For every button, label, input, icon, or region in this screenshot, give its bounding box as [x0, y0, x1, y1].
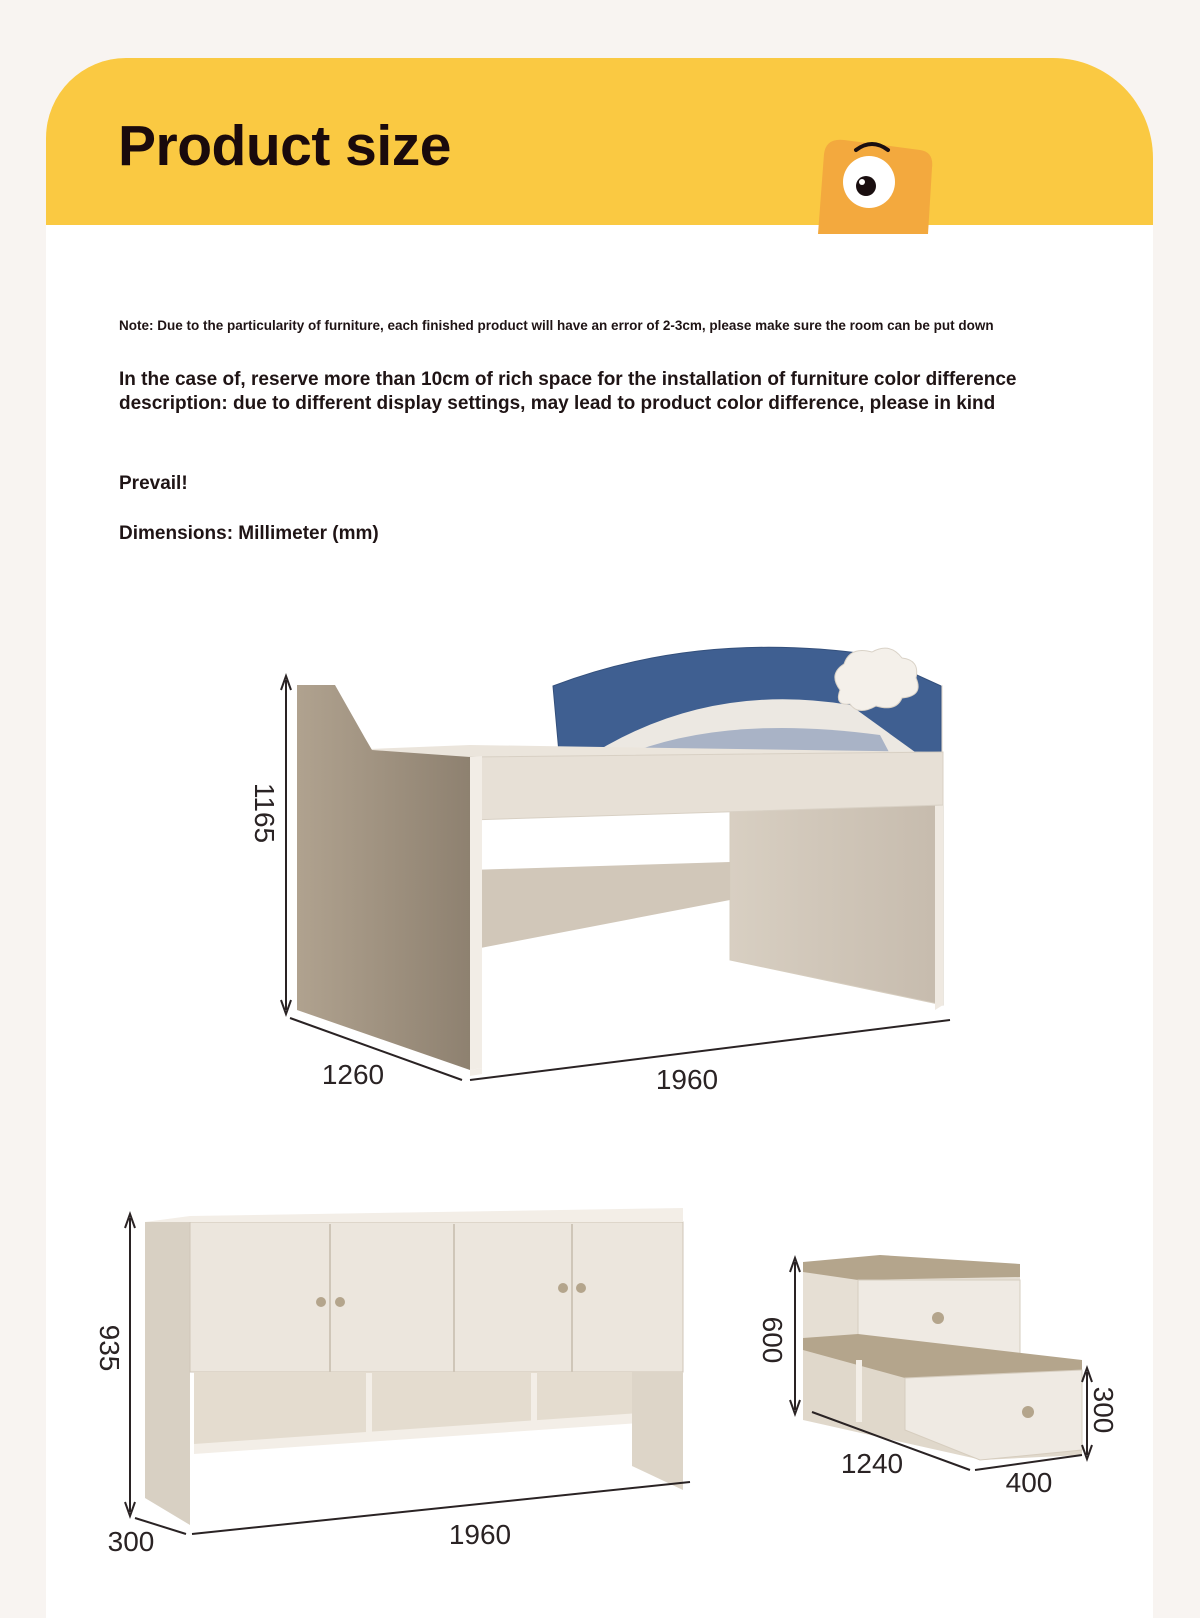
steps-step-height-label: 300: [1088, 1386, 1119, 1434]
step-cabinet: [803, 1255, 1082, 1460]
bed-width-label: 1960: [655, 1064, 719, 1095]
loft-bed: [297, 647, 943, 1076]
dimensions-unit-text: Dimensions: Millimeter (mm): [119, 523, 379, 544]
wall-cabinet: [145, 1208, 683, 1525]
steps-length-label: 1240: [840, 1448, 904, 1479]
page-title: Product size: [118, 114, 451, 178]
cabinet-depth-label: 300: [107, 1526, 155, 1557]
color-difference-text: In the case of, reserve more than 10cm of rich space for the installation of furniture color difference description: due to different display settings, may lead to product color difference, please in kind: [119, 369, 1017, 414]
bed-height-label: 1165: [249, 782, 280, 844]
steps-height-label: 600: [757, 1316, 788, 1364]
bed-depth-label: 1260: [321, 1059, 385, 1090]
steps-depth-label: 400: [1005, 1467, 1053, 1498]
cabinet-height-label: 935: [94, 1324, 125, 1372]
prevail-text: Prevail!: [119, 473, 188, 494]
cabinet-width-label: 1960: [448, 1519, 512, 1550]
note-text: Note: Due to the particularity of furniture, each finished product will have an error of 2-3cm, please make sure the room can be put down: [119, 318, 994, 333]
